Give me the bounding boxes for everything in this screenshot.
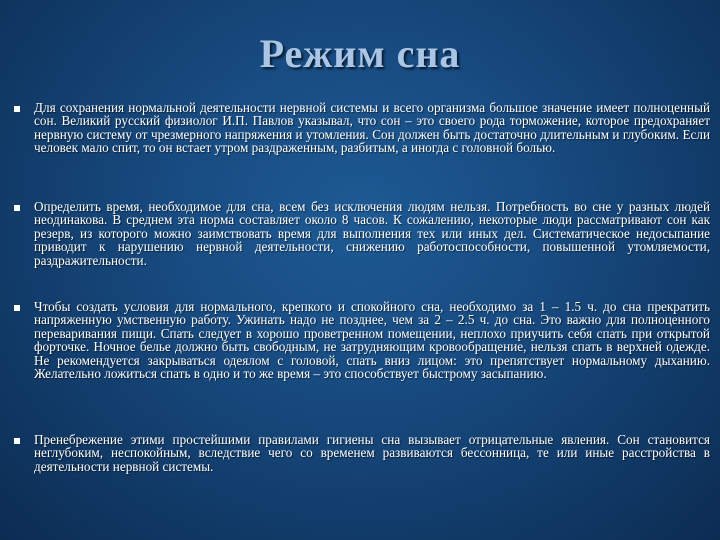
square-bullet-icon [14,205,20,211]
square-bullet-icon [14,106,20,112]
square-bullet-icon [14,438,20,444]
bullet-text: Чтобы создать условия для нормального, крепкого и спокойного сна, необходимо за 1 – 1.5 ч. до сна прекратить напряженную умственную работу. Ужинать надо не позднее, чем за 2 – 2.5 ч. до сна. Это важно для полноценного переваривания пищи. Спать следует в хорошо проветренном помещении, неплохо приучить себя спать при открытой форточке. Ночное белье должно быть свободным, не затрудняющим кровообращение, нельзя спать в верхней одежде. Не рекомендуется закрываться одеялом с головой, спать вниз лицом: это препятствует нормальному дыханию. Желательно ложиться спать в одно и то же время – это способствует быстрому засыпанию. [34,299,710,382]
bullet-text: Пренебрежение этими простейшими правилами гигиены сна вызывает отрицательные явления. Сон становится неглубоким, неспокойным, вследствие чего со временем развиваются бессонница, те или иные расстройства в деятельности нервной системы. [34,432,710,474]
bullet-text: Определить время, необходимое для сна, всем без исключения людям нельзя. Потребность во сне у разных людей неодинакова. В среднем эта норма составляет около 8 часов. К сожалению, некоторые люди рассматривают сон как резерв, из которого можно заимствовать время для выполнения тех или иных дел. Систематическое недосыпание приводит к нарушению нервной деятельности, снижению работоспособности, повышенной утомляемости, раздражительности. [34,199,710,268]
slide-title: Режим сна [259,31,461,76]
bullet-text: Для сохранения нормальной деятельности нервной системы и всего организма большое значение имеет полноценный сон. Великий русский физиолог И.П. Павлов указывал, что сон – это своего рода торможение, которое предохраняет нервную систему от чрезмерного напряжения и утомления. Сон должен быть достаточно длительным и глубоким. Если человек мало спит, то он встает утром раздраженным, разбитым, а иногда с головной болью. [34,100,710,156]
square-bullet-icon [14,305,20,311]
